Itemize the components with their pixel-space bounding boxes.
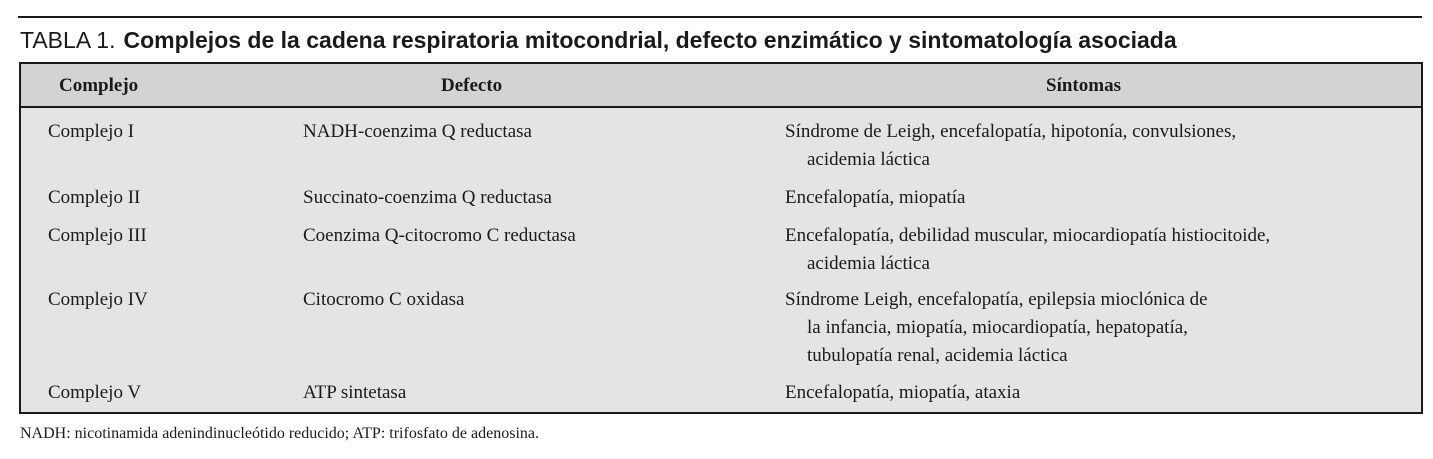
cell-sintomas [785,379,1020,407]
complex-table [19,62,1423,414]
header-sintomas: Síntomas [1046,75,1121,96]
table-footnote: NADH: nicotinamida adenindinucleótido reducido; ATP: trifosfato de adenosina. [20,425,539,442]
sintomas-line: Encefalopatía, debilidad muscular, miocardiopatía histiocitoide, [785,225,1271,246]
sintomas-line: acidemia láctica [807,149,930,170]
sintomas-line: Síndrome Leigh, encefalopatía, epilepsia mioclónica de [785,289,1208,310]
cell-sintomas [785,118,1236,174]
sintomas-line: Síndrome de Leigh, encefalopatía, hipotonía, convulsiones, [785,121,1237,142]
cell-defecto: ATP sintetasa [303,382,407,403]
cell-sintomas [785,222,1270,278]
cell-complejo: Complejo I [48,121,135,142]
sintomas-line: Encefalopatía, miopatía [785,187,966,208]
header-complejo: Complejo [59,75,139,96]
table-header-row [21,64,1421,108]
header-defecto: Defecto [441,75,503,96]
cell-complejo: Complejo III [48,225,147,246]
cell-complejo: Complejo IV [48,289,148,310]
cell-defecto: Coenzima Q-citocromo C reductasa [303,225,576,246]
top-rule [18,16,1422,18]
cell-sintomas [785,184,965,212]
cell-complejo: Complejo II [48,187,141,208]
sintomas-line: la infancia, miopatía, miocardiopatía, hepatopatía, [807,317,1188,338]
cell-defecto: NADH-coenzima Q reductasa [303,121,532,142]
cell-defecto: Citocromo C oxidasa [303,289,465,310]
table-caption: Complejos de la cadena respiratoria mitocondrial, defecto enzimático y sintomatología asociada [123,27,1177,53]
sintomas-line: tubulopatía renal, acidemia láctica [807,345,1068,366]
cell-sintomas [785,286,1208,370]
cell-defecto: Succinato-coenzima Q reductasa [303,187,552,208]
sintomas-line: Encefalopatía, miopatía, ataxia [785,382,1021,403]
sintomas-line: acidemia láctica [807,253,930,274]
table-number: TABLA 1. [20,27,116,53]
table-title [20,24,1420,56]
cell-complejo: Complejo V [48,382,142,403]
